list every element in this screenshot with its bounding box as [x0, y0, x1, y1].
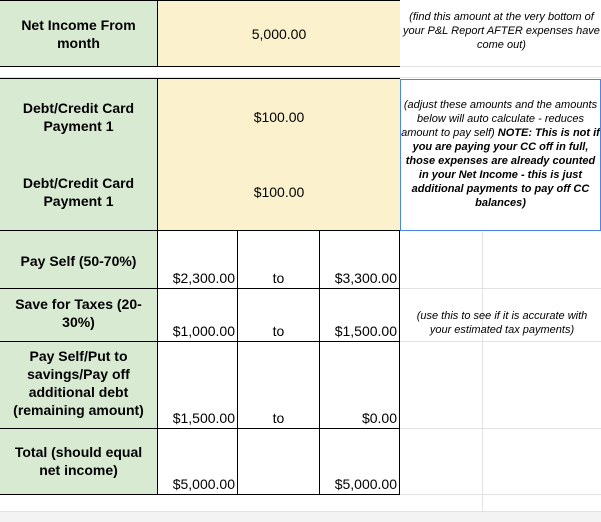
debt-payment-1-label-text: Debt/Credit Card Payment 1	[22, 99, 135, 134]
debt-payment-1-label	[0, 78, 158, 154]
pay-self-high: $3,300.00	[334, 270, 397, 286]
pay-self-low-cell[interactable]	[158, 231, 238, 289]
gridline	[400, 341, 601, 342]
debt-note-plain: (adjust these amounts and the amounts below will auto calculate - reduces amount to pay self)	[401, 99, 598, 139]
gridline	[400, 428, 601, 429]
taxes-label	[0, 289, 158, 342]
remaining-high: $0.00	[361, 410, 397, 426]
total-label-text: Total (should equal net income)	[14, 444, 143, 478]
debt-note-bold: NOTE: This is not if you are paying your CC off in full, those expenses are already counted in your Net Income - this is just additional payments to pay off CC balances)	[405, 127, 600, 209]
debt-payment-1-value-cell[interactable]	[158, 78, 400, 154]
total-label	[0, 429, 158, 495]
pay-self-to-cell	[238, 231, 320, 289]
net-income-note	[402, 10, 601, 60]
pay-self-high-cell[interactable]	[320, 231, 400, 289]
debt-payment-2-label-text: Debt/Credit Card Payment 1	[22, 175, 135, 209]
net-income-note-text: (find this amount at the very bottom of your P&L Report AFTER expenses have come out)	[403, 11, 600, 51]
total-high-cell[interactable]	[320, 429, 400, 495]
net-income-value: 5,000.00	[251, 25, 307, 42]
remaining-label	[0, 342, 158, 429]
remaining-to-cell	[238, 342, 320, 429]
taxes-label-text: Save for Taxes (20-30%)	[15, 296, 142, 330]
remaining-low: $1,500.00	[172, 410, 235, 426]
net-income-label-text: Net Income From month	[21, 16, 136, 51]
taxes-note-text: (use this to see if it is accurate with your estimated tax payments)	[416, 310, 588, 336]
total-low-cell[interactable]	[158, 429, 238, 495]
remaining-label-text: Pay Self/Put to savings/Pay off additional debt (remaining amount)	[13, 348, 144, 418]
net-income-value-cell[interactable]	[158, 0, 400, 67]
pay-self-to: to	[272, 270, 285, 286]
taxes-to-cell	[238, 289, 320, 342]
pay-self-label	[0, 231, 158, 289]
total-empty-cell[interactable]	[238, 429, 320, 495]
remaining-to: to	[272, 410, 285, 426]
pay-self-label-text: Pay Self (50-70%)	[20, 253, 137, 269]
taxes-low: $1,000.00	[172, 323, 235, 339]
debt-note	[400, 79, 601, 231]
gridline	[482, 230, 483, 522]
total-low: $5,000.00	[172, 476, 235, 492]
remaining-low-cell[interactable]	[158, 342, 238, 429]
gridline	[400, 288, 601, 289]
pay-self-low: $2,300.00	[172, 270, 235, 286]
taxes-low-cell[interactable]	[158, 289, 238, 342]
taxes-note	[406, 309, 598, 339]
debt-payment-2-value: $100.00	[253, 184, 305, 200]
taxes-to: to	[272, 323, 285, 339]
remaining-high-cell[interactable]	[320, 342, 400, 429]
taxes-high: $1,500.00	[334, 323, 397, 339]
debt-payment-2-value-cell[interactable]	[158, 154, 400, 231]
gridline	[400, 494, 601, 495]
total-high: $5,000.00	[334, 476, 397, 492]
debt-payment-1-value: $100.00	[253, 108, 305, 125]
net-income-label	[0, 0, 158, 67]
taxes-high-cell[interactable]	[320, 289, 400, 342]
debt-payment-2-label	[0, 154, 158, 231]
scroll-area	[0, 512, 601, 522]
